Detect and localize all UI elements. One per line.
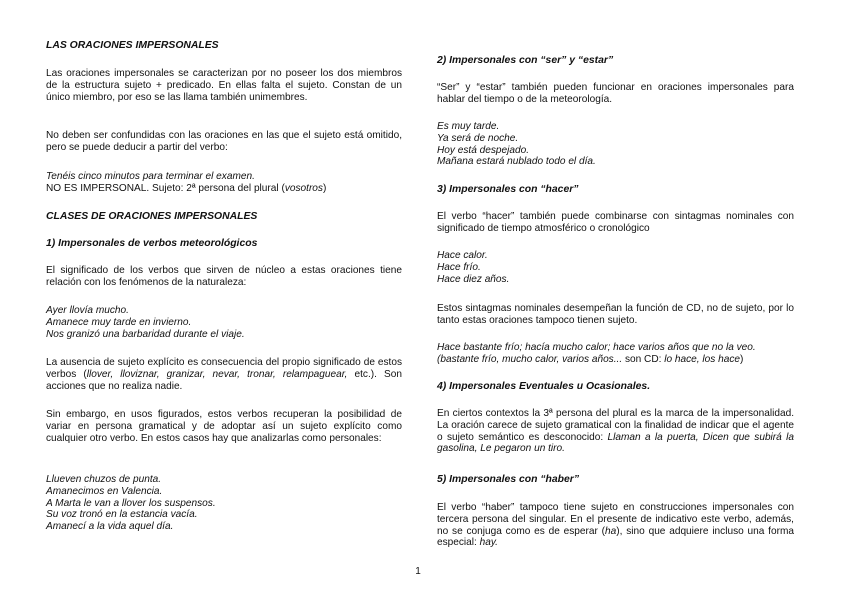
example-analysis: (bastante frío, mucho calor, varios años... son CD: lo hace, los hace) <box>437 353 744 365</box>
example-line: Llueven chuzos de punta. <box>46 474 162 485</box>
section-1-paragraph-2: La ausencia de sujeto explícito es consecuencia del propio significado de estos verbos (llover, lloviznar, granizar, nevar, tronar, relampaguear, etc.). Son acciones que no realiza nadie. <box>46 357 402 392</box>
example-line: Amanecí a la vida aquel día. <box>46 521 174 533</box>
example-line: Mañana estará nublado todo el día. <box>437 156 596 168</box>
section-1-examples-figurative <box>46 474 402 533</box>
not-impersonal-note: NO ES IMPERSONAL. Sujeto: 2ª persona del plural (vosotros) <box>46 182 327 194</box>
section-2-title: 2) Impersonales con “ser” y “estar” <box>437 55 614 66</box>
section-1-title: 1) Impersonales de verbos meteorológicos <box>46 238 258 249</box>
main-title: LAS ORACIONES IMPERSONALES <box>46 40 219 51</box>
example-line: Amanecimos en Valencia. <box>46 485 163 497</box>
example-line: Ayer llovía mucho. <box>46 305 129 316</box>
section-2-examples <box>437 121 794 168</box>
intro-paragraph: Las oraciones impersonales se caracterizan por no poseer los dos miembros de la estructura sujeto + predicado. En ellas falta el sujeto. Constan de un único miembro, por eso se las llama también unimembres. <box>46 68 402 103</box>
example-line: Ya será de noche. <box>437 132 519 144</box>
example-line: Hace frío. <box>437 261 481 273</box>
section-5-title: 5) Impersonales con “haber” <box>437 474 580 485</box>
section-4-paragraph: En ciertos contextos la 3ª persona del plural es la marca de la impersonalidad. La oración carece de sujeto gramatical con la finalidad de indicar que el agente o sujeto semántico es desconocido: Llaman a la puerta, Dicen que subirá la gasolina, Le pegaron un tiro. <box>437 408 794 455</box>
section-3-title: 3) Impersonales con “hacer” <box>437 184 579 195</box>
section-3-examples <box>437 250 794 285</box>
section-1-paragraph-1: El significado de los verbos que sirven de núcleo a estas oraciones tiene relación con los fenómenos de la naturaleza: <box>46 265 402 288</box>
example-line: Hace diez años. <box>437 273 510 285</box>
example-line: Hace bastante frío; hacía mucho calor; hace varios años que no la veo. <box>437 342 756 353</box>
section-3-cd-examples <box>437 342 794 366</box>
omitted-subject-example <box>46 171 402 195</box>
classes-title: CLASES DE ORACIONES IMPERSONALES <box>46 211 258 222</box>
example-line: Su voz tronó en la estancia vacía. <box>46 509 198 521</box>
example-sentence: Tenéis cinco minutos para terminar el examen. <box>46 171 255 182</box>
section-3-paragraph-2: Estos sintagmas nominales desempeñan la función de CD, no de sujeto, por lo tanto estas oraciones tampoco tienen sujeto. <box>437 303 794 326</box>
page-number: 1 <box>415 566 421 577</box>
section-2-paragraph: “Ser” y “estar” también pueden funcionar en oraciones impersonales para hablar del tiempo o de la meteorología. <box>437 82 794 105</box>
example-line: A Marta le van a llover los suspensos. <box>46 497 216 509</box>
section-1-paragraph-3: Sin embargo, en usos figurados, estos verbos recuperan la posibilidad de variar en persona gramatical y de adoptar así un sujeto explícito como cualquier otro verbo. En estos casos hay que analizarlas como personales: <box>46 409 402 444</box>
example-line: Hoy está despejado. <box>437 144 530 156</box>
example-line: Amanece muy tarde en invierno. <box>46 316 192 328</box>
example-line: Nos granizó una barbaridad durante el viaje. <box>46 328 245 340</box>
example-line: Hace calor. <box>437 250 488 261</box>
section-1-examples <box>46 305 402 340</box>
not-confused-paragraph: No deben ser confundidas con las oraciones en las que el sujeto está omitido, pero se puede deducir a partir del verbo: <box>46 130 402 153</box>
example-line: Es muy tarde. <box>437 121 500 132</box>
section-3-paragraph-1: El verbo “hacer” también puede combinarse con sintagmas nominales con significado de tiempo atmosférico o cronológico <box>437 211 794 234</box>
section-5-paragraph: El verbo “haber” tampoco tiene sujeto en construcciones impersonales con tercera persona del singular. En el presente de indicativo este verbo, además, no se conjuga como es de esperar (ha), sino que adquiere incluso una forma especial: hay. <box>437 502 794 549</box>
section-4-title: 4) Impersonales Eventuales u Ocasionales. <box>437 381 651 392</box>
